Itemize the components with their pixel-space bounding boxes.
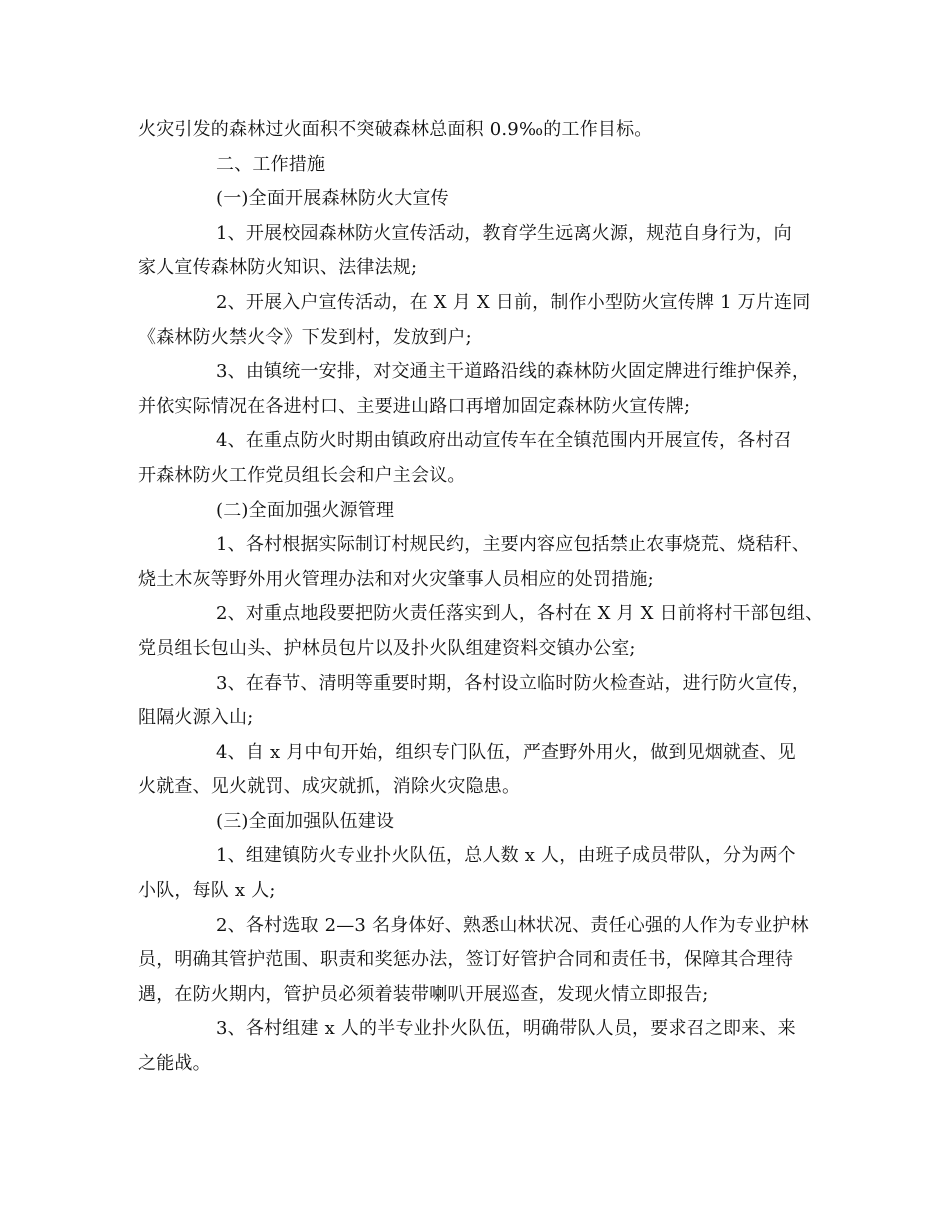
text-line: 2、开展入户宣传活动，在 X 月 X 日前，制作小型防火宣传牌 1 万片连同 <box>216 291 811 313</box>
text-line: 1、各村根据实际制订村规民约，主要内容应包括禁止农事烧荒、烧秸秆、 <box>216 534 811 556</box>
text-line: (三)全面加强队伍建设 <box>216 810 395 832</box>
text-line: 阻隔火源入山; <box>138 707 254 729</box>
text-line: 3、在春节、清明等重要时期，各村设立临时防火检查站，进行防火宣传， <box>216 672 811 694</box>
text-line: 员，明确其管护范围、职责和奖惩办法，签订好管护合同和责任书，保障其合理待 <box>138 949 794 971</box>
text-line: 并依实际情况在各进村口、主要进山路口再增加固定森林防火宣传牌; <box>138 395 691 417</box>
text-line: (一)全面开展森林防火大宣传 <box>216 188 449 210</box>
text-line: 火就查、见火就罚、成灾就抓，消除火灾隐患。 <box>138 776 521 798</box>
text-line: 3、各村组建 x 人的半专业扑火队伍，明确带队人员，要求召之即来、来 <box>216 1018 796 1040</box>
text-line: 遇，在防火期内，管护员必须着装带喇叭开展巡查，发现火情立即报告; <box>138 983 709 1005</box>
text-line: 党员组长包山头、护林员包片以及扑火队组建资料交镇办公室; <box>138 637 636 659</box>
text-line: 3、由镇统一安排，对交通主干道路沿线的森林防火固定牌进行维护保养， <box>216 361 811 383</box>
text-line: 小队，每队 x 人; <box>138 880 276 902</box>
text-line: 火灾引发的森林过火面积不突破森林总面积 0.9‰的工作目标。 <box>138 119 653 140</box>
text-line: 1、开展校园森林防火宣传活动，教育学生远离火源，规范自身行为，向 <box>216 222 792 244</box>
text-line: 1、组建镇防火专业扑火队伍，总人数 x 人，由班子成员带队，分为两个 <box>216 845 796 867</box>
text-line: 2、对重点地段要把防火责任落实到人，各村在 X 月 X 日前将村干部包组、 <box>216 603 824 625</box>
text-line: (二)全面加强火源管理 <box>216 499 395 521</box>
text-line: 4、自 x 月中旬开始，组织专门队伍，严查野外用火，做到见烟就查、见 <box>216 741 796 763</box>
text-line: 2、各村选取 2—3 名身体好、熟悉山林状况、责任心强的人作为专业护林 <box>216 914 809 936</box>
text-line: 《森林防火禁火令》下发到村，发放到户; <box>138 326 472 348</box>
text-line: 二、工作措施 <box>216 153 326 175</box>
text-line: 之能战。 <box>138 1053 211 1075</box>
text-line: 4、在重点防火时期由镇政府出动宣传车在全镇范围内开展宣传，各村召 <box>216 430 792 452</box>
document-body <box>138 113 828 1082</box>
text-line: 家人宣传森林防火知识、法律法规; <box>138 257 418 279</box>
text-line: 烧土木灰等野外用火管理办法和对火灾肇事人员相应的处罚措施; <box>138 568 654 590</box>
text-line: 开森林防火工作党员组长会和户主会议。 <box>138 464 466 486</box>
